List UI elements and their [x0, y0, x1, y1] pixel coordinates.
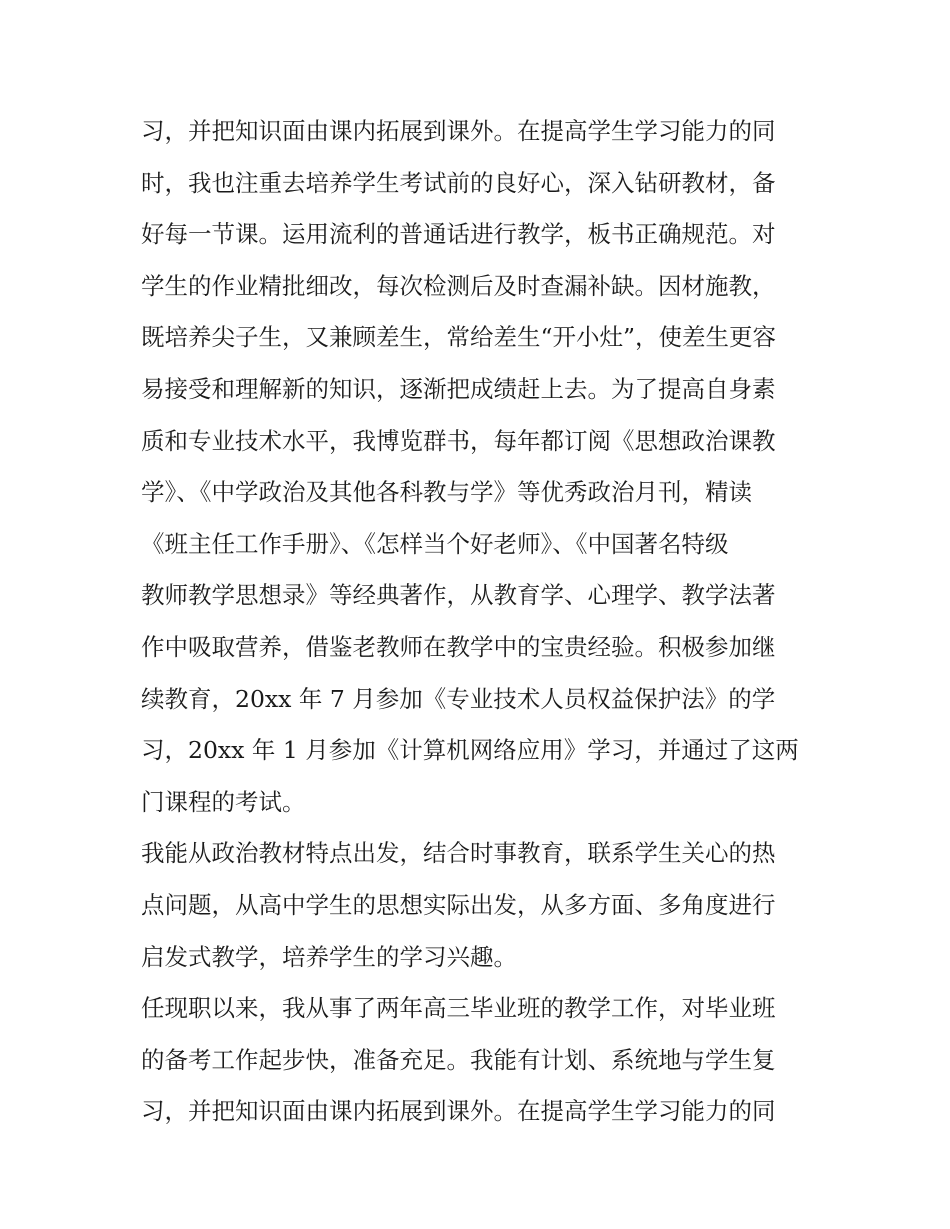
text-line: 任现职以来，我从事了两年高三毕业班的教学工作，对毕业班 [141, 994, 776, 1023]
text-line: 作中吸取营养，借鉴老教师在教学中的宝贵经验。积极参加继 [141, 632, 776, 661]
text-line: 的备考工作起步快，准备充足。我能有计划、系统地与学生复 [141, 1045, 776, 1074]
text-line: 教师教学思想录》等经典著作，从教育学、心理学、教学法著 [141, 581, 776, 610]
text-line: 质和专业技术水平，我博览群书，每年都订阅《思想政治课教 [141, 426, 776, 455]
text-line: 门课程的考试。 [141, 787, 306, 816]
text-line: 《班主任工作手册》、《怎样当个好老师》、《中国著名特级 [141, 529, 729, 558]
text-line: 习，并把知识面由课内拓展到课外。在提高学生学习能力的同 [141, 1097, 776, 1126]
text-line: 习，20xx 年 1 月参加《计算机网络应用》学习，并通过了这两 [141, 736, 799, 765]
text-line: 续教育，20xx 年 7 月参加《专业技术人员权益保护法》的学 [141, 684, 776, 713]
text-line: 时，我也注重去培养学生考试前的良好心，深入钻研教材，备 [141, 168, 776, 197]
text-line: 易接受和理解新的知识，逐渐把成绩赶上去。为了提高自身素 [141, 374, 776, 403]
text-line: 既培养尖子生，又兼顾差生，常给差生“开小灶”，使差生更容 [141, 323, 777, 352]
document-body [141, 106, 813, 1138]
text-line: 学生的作业精批细改，每次检测后及时查漏补缺。因材施教， [141, 271, 776, 300]
text-line: 学》、《中学政治及其他各科教与学》等优秀政治月刊，精读 [141, 478, 752, 507]
text-line: 点问题，从高中学生的思想实际出发，从多方面、多角度进行 [141, 890, 776, 919]
text-line: 好每一节课。运用流利的普通话进行教学，板书正确规范。对 [141, 220, 776, 249]
text-line: 启发式教学，培养学生的学习兴趣。 [141, 942, 517, 971]
text-line: 习，并把知识面由课内拓展到课外。在提高学生学习能力的同 [141, 117, 776, 145]
text-line: 我能从政治教材特点出发，结合时事教育，联系学生关心的热 [141, 839, 776, 868]
